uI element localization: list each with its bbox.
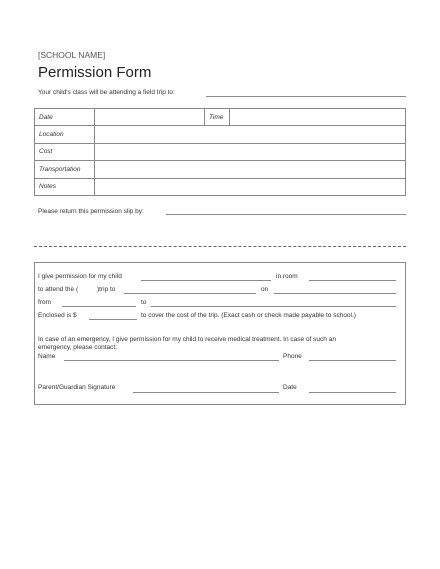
return-by-date-field[interactable] bbox=[166, 214, 406, 215]
to-label: to bbox=[141, 299, 147, 306]
table-row bbox=[35, 109, 406, 126]
child-name-field[interactable] bbox=[141, 280, 271, 281]
cost-label: Cost bbox=[35, 143, 95, 160]
emergency-text-line2: emergency, please contact: bbox=[38, 344, 118, 351]
date-label: Date bbox=[35, 109, 95, 126]
table-row bbox=[35, 126, 406, 143]
from-time-field[interactable] bbox=[62, 306, 136, 307]
cover-cost-text: to cover the cost of the trip. (Exact cash or check made payable to school.) bbox=[141, 312, 356, 319]
return-by-prompt: Please return this permission slip by: bbox=[38, 208, 144, 215]
table-row bbox=[35, 161, 406, 178]
trip-date-field[interactable] bbox=[274, 293, 396, 294]
on-label: on bbox=[261, 286, 269, 293]
to-time-field[interactable] bbox=[151, 306, 396, 307]
transportation-field[interactable] bbox=[95, 161, 406, 178]
page-title: Permission Form bbox=[38, 64, 152, 81]
signature-field[interactable] bbox=[133, 392, 279, 393]
transportation-label: Transportation bbox=[35, 161, 95, 178]
in-room-label: in room bbox=[276, 273, 298, 280]
cost-field[interactable] bbox=[95, 143, 406, 160]
location-label: Location bbox=[35, 126, 95, 143]
contact-name-label: Name bbox=[38, 353, 56, 360]
time-label: Time bbox=[205, 109, 230, 126]
location-field[interactable] bbox=[95, 126, 406, 143]
enclosed-label: Enclosed is $ bbox=[38, 312, 77, 319]
phone-label: Phone bbox=[283, 353, 302, 360]
contact-phone-field[interactable] bbox=[309, 360, 396, 361]
signature-date-field[interactable] bbox=[309, 392, 396, 393]
table-row bbox=[35, 143, 406, 160]
enclosed-amount-field[interactable] bbox=[89, 319, 137, 320]
date-field[interactable] bbox=[95, 109, 205, 126]
table-row bbox=[35, 178, 406, 195]
signature-date-label: Date bbox=[283, 384, 297, 391]
field-trip-prompt: Your child's class will be attending a field trip to: bbox=[38, 89, 175, 96]
school-name: [SCHOOL NAME] bbox=[38, 50, 106, 60]
notes-label: Notes bbox=[35, 178, 95, 195]
attend-the-label: to attend the ( bbox=[38, 286, 79, 293]
from-label: from bbox=[38, 299, 51, 306]
emergency-text-line1: In case of an emergency, I give permission for my child to receive medical treatment. In case of such an bbox=[38, 336, 336, 343]
notes-field[interactable] bbox=[95, 178, 406, 195]
field-trip-destination-field[interactable] bbox=[206, 96, 406, 97]
trip-details-table bbox=[34, 108, 406, 196]
give-permission-label: I give permission for my child bbox=[38, 273, 122, 280]
time-field[interactable] bbox=[230, 109, 406, 126]
room-field[interactable] bbox=[309, 280, 396, 281]
contact-name-field[interactable] bbox=[64, 360, 279, 361]
cut-line bbox=[34, 246, 406, 247]
signature-label: Parent/Guardian Signature bbox=[38, 384, 116, 391]
trip-destination-field[interactable] bbox=[124, 293, 256, 294]
trip-to-label: )trip to bbox=[97, 286, 116, 293]
